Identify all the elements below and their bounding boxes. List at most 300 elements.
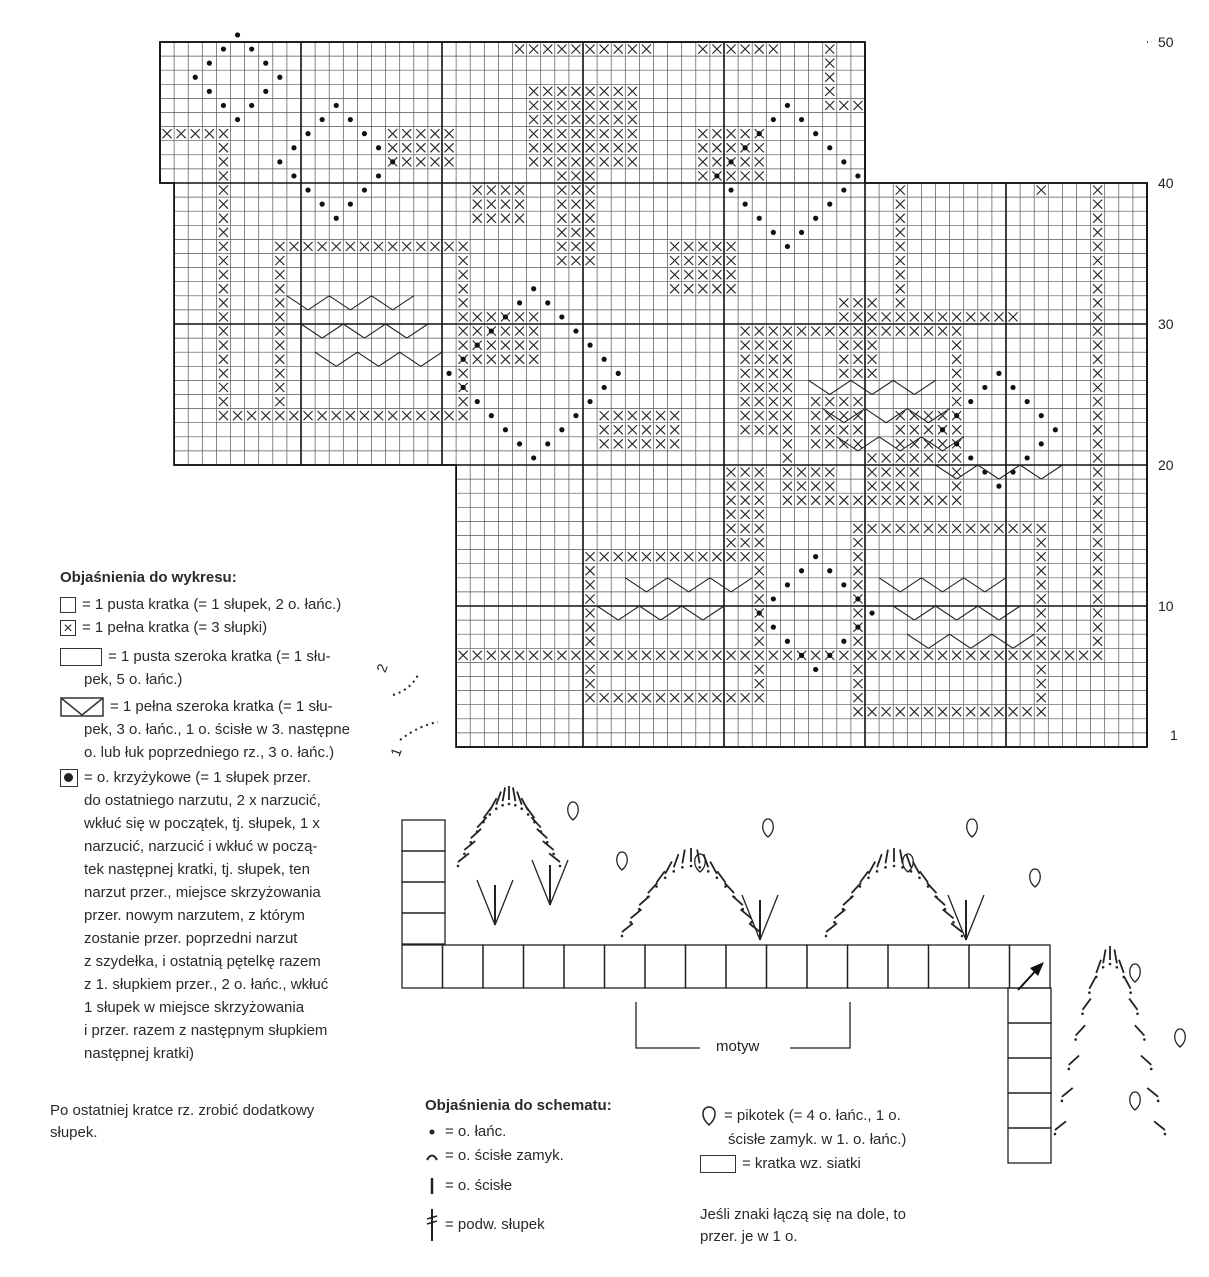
filled-cell-x xyxy=(205,129,214,138)
filled-cell-x xyxy=(600,45,609,54)
stitch-mark xyxy=(717,871,725,882)
filled-cell-x xyxy=(275,242,284,251)
filled-cell-x xyxy=(698,256,707,265)
cross-stitch-dot xyxy=(827,568,832,573)
filled-cell-x xyxy=(769,651,778,660)
cross-stitch-dot xyxy=(799,653,804,658)
filled-cell-x xyxy=(910,425,919,434)
filled-cell-x xyxy=(1093,623,1102,632)
filled-cell-x xyxy=(614,411,623,420)
filled-cell-x xyxy=(515,45,524,54)
filled-cell-x xyxy=(868,312,877,321)
filled-cell-x xyxy=(1093,496,1102,505)
filled-cell-x xyxy=(275,383,284,392)
filled-cell-x xyxy=(557,143,566,152)
filled-cell-x xyxy=(853,538,862,547)
chain-dot xyxy=(1067,1068,1070,1071)
filled-cell-x xyxy=(219,256,228,265)
filled-cell-x xyxy=(275,270,284,279)
filled-cell-x xyxy=(952,453,961,462)
edging-mesh-square xyxy=(443,945,484,988)
filled-cell-x xyxy=(769,341,778,350)
filled-cell-x xyxy=(938,327,947,336)
cross-stitch-dot xyxy=(616,371,621,376)
filled-cell-x xyxy=(882,524,891,533)
stitch-mark xyxy=(648,883,658,893)
filled-cell-x xyxy=(868,298,877,307)
filled-cell-x xyxy=(1093,425,1102,434)
stitch-mark xyxy=(682,850,684,864)
filled-cell-x xyxy=(684,284,693,293)
filled-cell-x xyxy=(275,312,284,321)
filled-cell-x xyxy=(853,679,862,688)
legend-cross-stitch xyxy=(60,766,380,789)
filled-cell-x xyxy=(910,468,919,477)
filled-cell-x xyxy=(275,411,284,420)
filled-cell-x xyxy=(952,496,961,505)
filled-cell-x xyxy=(430,411,439,420)
filled-cell-x xyxy=(416,242,425,251)
filled-cell-x xyxy=(586,637,595,646)
filled-cell-x xyxy=(501,186,510,195)
chain-dot xyxy=(1109,963,1112,966)
filled-cell-x xyxy=(459,341,468,350)
filled-cell-x xyxy=(1093,242,1102,251)
filled-cell-x xyxy=(825,327,834,336)
cross-stitch-dot xyxy=(362,187,367,192)
filled-cell-x xyxy=(741,538,750,547)
picot xyxy=(1130,964,1141,982)
chain-dot xyxy=(850,896,853,899)
filled-cell-x xyxy=(924,651,933,660)
stitch-mark xyxy=(517,792,522,805)
cross-stitch-dot xyxy=(291,173,296,178)
schema-item-chain xyxy=(425,1120,675,1144)
filled-cell-x xyxy=(487,312,496,321)
chain-dot xyxy=(893,865,896,868)
filled-cell-x xyxy=(628,143,637,152)
legend-text-cont: wkłuć się w początek, tj. słupek, 1 x xyxy=(84,815,320,832)
filled-cell-x xyxy=(529,355,538,364)
filled-cell-x xyxy=(755,327,764,336)
filled-cell-x xyxy=(459,242,468,251)
filled-cell-x xyxy=(219,270,228,279)
note-line: przer. je w 1 o. xyxy=(700,1228,798,1245)
edging-row-marker-2: 2 xyxy=(373,661,391,675)
chain-dot xyxy=(552,853,555,856)
filled-cell-x xyxy=(783,341,792,350)
cross-stitch-dot xyxy=(996,371,1001,376)
stitch-mark xyxy=(852,883,862,893)
filled-cell-x xyxy=(501,200,510,209)
filled-cell-x xyxy=(1009,707,1018,716)
filled-cell-x xyxy=(275,341,284,350)
stitch-mark xyxy=(1096,960,1101,973)
filled-cell-x xyxy=(896,298,905,307)
filled-cell-x xyxy=(1037,693,1046,702)
wide-full-cell xyxy=(936,606,978,620)
filled-cell-x xyxy=(515,651,524,660)
filled-cell-x xyxy=(924,327,933,336)
chain-dot xyxy=(647,896,650,899)
filled-cell-x xyxy=(600,425,609,434)
wide-full-cell xyxy=(597,606,639,620)
filled-cell-x xyxy=(783,327,792,336)
filled-cell-x xyxy=(727,693,736,702)
row-number-50: 50 xyxy=(1158,34,1174,50)
filled-cell-x xyxy=(1037,637,1046,646)
filled-cell-x xyxy=(459,411,468,420)
filled-cell-x xyxy=(755,355,764,364)
filled-cell-x xyxy=(515,341,524,350)
filled-cell-x xyxy=(416,129,425,138)
filled-cell-x xyxy=(769,397,778,406)
wide-full-cell xyxy=(668,578,710,592)
filled-cell-x xyxy=(1093,524,1102,533)
filled-cell-x xyxy=(966,524,975,533)
filled-cell-x xyxy=(670,651,679,660)
filled-cell-x xyxy=(853,341,862,350)
cross-stitch-dot xyxy=(771,230,776,235)
filled-cell-x xyxy=(586,157,595,166)
filled-cell-x xyxy=(868,707,877,716)
filled-cell-x xyxy=(839,298,848,307)
filled-cell-x xyxy=(487,341,496,350)
filled-cell-x xyxy=(741,171,750,180)
filled-cell-x xyxy=(783,482,792,491)
empty-square-icon xyxy=(60,597,76,613)
filled-cell-x xyxy=(698,171,707,180)
stitch-mark xyxy=(674,854,679,867)
filled-cell-x xyxy=(571,157,580,166)
filled-cell-x xyxy=(727,171,736,180)
filled-cell-x xyxy=(416,411,425,420)
filled-cell-x xyxy=(557,171,566,180)
filled-cell-x xyxy=(783,411,792,420)
motif-bracket xyxy=(790,1002,850,1048)
filled-cell-x xyxy=(741,397,750,406)
filled-cell-x xyxy=(980,312,989,321)
filled-cell-x xyxy=(741,524,750,533)
filled-cell-x xyxy=(628,411,637,420)
stitch-mark xyxy=(1076,1025,1086,1035)
filled-cell-x xyxy=(543,45,552,54)
filled-cell-x xyxy=(670,693,679,702)
filled-cell-x xyxy=(1009,524,1018,533)
filled-cell-x xyxy=(741,651,750,660)
filled-cell-x xyxy=(868,468,877,477)
filled-cell-x xyxy=(811,397,820,406)
cross-stitch-dot xyxy=(263,89,268,94)
cross-stitch-dot xyxy=(517,441,522,446)
filled-cell-x xyxy=(219,186,228,195)
chain-dot xyxy=(716,876,719,879)
legend-text: = 1 pusta szeroka kratka (= 1 słu- xyxy=(108,648,331,665)
filled-cell-x xyxy=(586,679,595,688)
filled-cell-x xyxy=(755,623,764,632)
filled-cell-x xyxy=(712,256,721,265)
edging-mesh-square xyxy=(402,851,445,882)
cross-stitch-dot xyxy=(207,89,212,94)
filled-cell-x xyxy=(825,482,834,491)
filled-cell-x xyxy=(614,45,623,54)
filled-cell-x xyxy=(839,397,848,406)
stitch-mark xyxy=(1055,1121,1066,1130)
cross-stitch-dot xyxy=(531,286,536,291)
filled-cell-x xyxy=(896,200,905,209)
chain-dot xyxy=(559,865,562,868)
spoke xyxy=(760,895,778,940)
filled-cell-x xyxy=(388,143,397,152)
wide-full-cell xyxy=(978,606,1020,620)
filled-cell-x xyxy=(529,651,538,660)
filled-cell-x xyxy=(261,411,270,420)
filled-cell-x xyxy=(1093,609,1102,618)
filled-cell-x xyxy=(571,115,580,124)
filled-cell-x xyxy=(529,341,538,350)
filled-cell-x xyxy=(952,425,961,434)
filled-cell-x xyxy=(1093,651,1102,660)
filled-cell-x xyxy=(430,143,439,152)
legend-text: = 1 pusta kratka (= 1 słupek, 2 o. łańc.) xyxy=(82,596,342,613)
cross-stitch-dot xyxy=(813,667,818,672)
filled-cell-x xyxy=(882,651,891,660)
filled-cell-x xyxy=(882,312,891,321)
filled-cell-x xyxy=(586,228,595,237)
filled-cell-x xyxy=(388,411,397,420)
filled-cell-x xyxy=(501,214,510,223)
filled-cell-x xyxy=(600,87,609,96)
filled-cell-x xyxy=(1093,186,1102,195)
filled-cell-x xyxy=(797,482,806,491)
row-number-20: 20 xyxy=(1158,457,1174,473)
filled-cell-x xyxy=(1093,341,1102,350)
picot xyxy=(763,819,774,837)
chart-legend-title: Objaśnienia do wykresu: xyxy=(60,569,237,586)
filled-cell-x xyxy=(727,524,736,533)
filled-cell-x xyxy=(896,214,905,223)
filled-cell-x xyxy=(952,383,961,392)
filled-cell-x xyxy=(642,439,651,448)
note-line: słupek. xyxy=(50,1124,98,1141)
filled-cell-x xyxy=(219,284,228,293)
filled-cell-x xyxy=(938,707,947,716)
filled-cell-x xyxy=(853,707,862,716)
filled-cell-x xyxy=(839,651,848,660)
filled-cell-x xyxy=(1093,510,1102,519)
filled-cell-x xyxy=(628,157,637,166)
stitch-mark xyxy=(1114,949,1116,963)
filled-cell-x xyxy=(853,425,862,434)
filled-cell-x xyxy=(712,242,721,251)
filled-cell-x xyxy=(938,453,947,462)
x-square-icon xyxy=(60,620,76,636)
filled-cell-x xyxy=(868,369,877,378)
picot xyxy=(1175,1029,1186,1047)
motif-label: motyw xyxy=(716,1038,760,1055)
filled-cell-x xyxy=(586,115,595,124)
filled-cell-x xyxy=(1093,355,1102,364)
filled-cell-x xyxy=(755,341,764,350)
filled-cell-x xyxy=(670,256,679,265)
filled-cell-x xyxy=(586,101,595,110)
filled-cell-x xyxy=(656,552,665,561)
filled-cell-x xyxy=(712,284,721,293)
edging-mesh-square xyxy=(929,945,970,988)
filled-cell-x xyxy=(642,411,651,420)
filled-cell-x xyxy=(769,45,778,54)
filled-cell-x xyxy=(275,369,284,378)
filled-cell-x xyxy=(600,411,609,420)
filled-cell-x xyxy=(656,439,665,448)
edging-mesh-square xyxy=(807,945,848,988)
filled-cell-x xyxy=(163,129,172,138)
cross-stitch-dot xyxy=(841,582,846,587)
filled-cell-x xyxy=(712,129,721,138)
cross-stitch-dot xyxy=(799,568,804,573)
filled-cell-x xyxy=(825,397,834,406)
row-arrow xyxy=(393,675,418,695)
filled-cell-x xyxy=(938,651,947,660)
row-arrow xyxy=(400,722,438,740)
filled-cell-x xyxy=(614,115,623,124)
filled-cell-x xyxy=(346,242,355,251)
filled-cell-x xyxy=(1093,214,1102,223)
edging-mesh-square xyxy=(483,945,524,988)
filled-cell-x xyxy=(1037,594,1046,603)
filled-cell-x xyxy=(980,651,989,660)
chain-dot xyxy=(501,804,504,807)
filled-cell-x xyxy=(402,157,411,166)
filled-cell-x xyxy=(783,383,792,392)
cross-stitch-dot xyxy=(503,427,508,432)
filled-cell-x xyxy=(515,200,524,209)
filled-cell-x xyxy=(741,482,750,491)
cross-stitch-dot xyxy=(587,399,592,404)
cross-stitch-dot xyxy=(263,61,268,66)
single-crochet-icon xyxy=(425,1176,439,1196)
filled-cell-x xyxy=(459,298,468,307)
filled-cell-x xyxy=(896,242,905,251)
filled-cell-x xyxy=(219,327,228,336)
filled-cell-x xyxy=(374,411,383,420)
stitch-mark xyxy=(1124,976,1131,988)
wide-full-cell xyxy=(357,352,399,366)
filled-cell-x xyxy=(557,228,566,237)
filled-cell-x xyxy=(698,143,707,152)
filled-cell-x xyxy=(924,496,933,505)
stitch-mark xyxy=(537,829,547,838)
filled-cell-x xyxy=(219,369,228,378)
filled-cell-x xyxy=(882,468,891,477)
cross-stitch-dot xyxy=(348,202,353,207)
filled-cell-x xyxy=(515,312,524,321)
cross-stitch-dot xyxy=(841,159,846,164)
filled-cell-x xyxy=(952,524,961,533)
chain-dot xyxy=(681,866,684,869)
filled-cell-x xyxy=(586,214,595,223)
filled-cell-x xyxy=(755,510,764,519)
filled-cell-x xyxy=(698,242,707,251)
filled-cell-x xyxy=(586,129,595,138)
wide-full-cell xyxy=(372,296,414,310)
wide-full-cell xyxy=(315,352,357,366)
legend-text-cont: i przer. razem z następnym słupkiem xyxy=(84,1022,328,1039)
filled-cell-x xyxy=(811,327,820,336)
filled-cell-x xyxy=(741,45,750,54)
filled-cell-x xyxy=(586,693,595,702)
cross-stitch-dot xyxy=(757,610,762,615)
chain-dot xyxy=(1054,1133,1057,1136)
wide-full-icon xyxy=(60,697,104,717)
filled-cell-x xyxy=(571,256,580,265)
cross-stitch-dot xyxy=(348,117,353,122)
filled-cell-x xyxy=(882,496,891,505)
filled-cell-x xyxy=(853,439,862,448)
filled-cell-x xyxy=(896,284,905,293)
filled-cell-x xyxy=(1093,552,1102,561)
spoke xyxy=(966,895,984,940)
chain-dot xyxy=(1061,1100,1064,1103)
filled-cell-x xyxy=(275,397,284,406)
edging-mesh-square xyxy=(848,945,889,988)
picot xyxy=(568,802,579,820)
filled-cell-x xyxy=(684,693,693,702)
chain-dot xyxy=(825,935,828,938)
filled-cell-x xyxy=(825,101,834,110)
filled-cell-x xyxy=(755,425,764,434)
filled-cell-x xyxy=(811,439,820,448)
filled-cell-x xyxy=(219,228,228,237)
chain-dot xyxy=(482,821,485,824)
cross-stitch-dot xyxy=(390,159,395,164)
filled-cell-x xyxy=(1023,524,1032,533)
cross-stitch-dot xyxy=(461,385,466,390)
filled-cell-x xyxy=(910,453,919,462)
filled-cell-x xyxy=(698,129,707,138)
filled-cell-x xyxy=(642,425,651,434)
filled-cell-x xyxy=(402,129,411,138)
filled-cell-x xyxy=(529,101,538,110)
chain-dot xyxy=(961,935,964,938)
filled-cell-x xyxy=(825,425,834,434)
cross-stitch-dot xyxy=(1025,399,1030,404)
filled-cell-x xyxy=(430,242,439,251)
filled-cell-x xyxy=(727,129,736,138)
cross-stitch-icon xyxy=(60,769,78,787)
filled-cell-x xyxy=(769,327,778,336)
cross-stitch-dot xyxy=(799,117,804,122)
filled-cell-x xyxy=(825,45,834,54)
filled-cell-x xyxy=(1037,524,1046,533)
filled-cell-x xyxy=(529,129,538,138)
filled-cell-x xyxy=(952,312,961,321)
filled-cell-x xyxy=(656,411,665,420)
stitch-mark xyxy=(869,862,876,874)
filled-cell-x xyxy=(938,496,947,505)
filled-cell-x xyxy=(952,327,961,336)
chain-dot xyxy=(520,807,523,810)
edging-mesh-square xyxy=(1010,945,1051,988)
filled-cell-x xyxy=(614,693,623,702)
stitch-mark xyxy=(935,896,945,905)
filled-cell-x xyxy=(571,45,580,54)
filled-cell-x xyxy=(896,270,905,279)
filled-cell-x xyxy=(882,327,891,336)
edging-mesh-square xyxy=(726,945,767,988)
filled-cell-x xyxy=(783,369,792,378)
filled-cell-x xyxy=(219,383,228,392)
